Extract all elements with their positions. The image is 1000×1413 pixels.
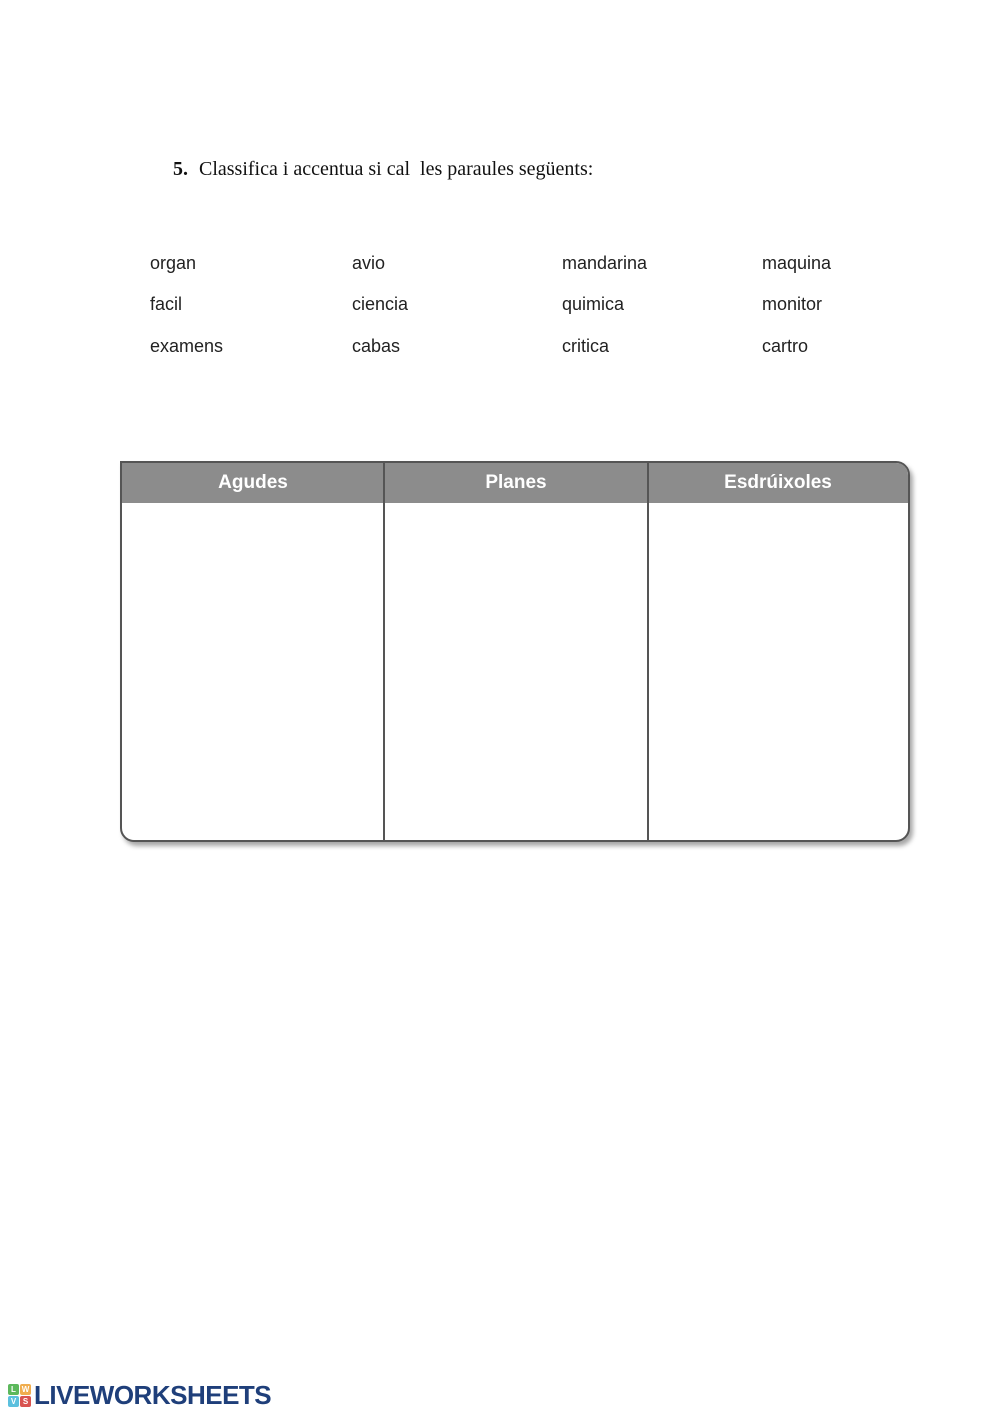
logo-tile: L xyxy=(8,1384,19,1395)
exercise-text: Classifica i accentua si cal les paraules següents: xyxy=(199,158,594,180)
word-item: avio xyxy=(352,253,386,273)
word-item: ciencia xyxy=(352,294,409,314)
word-item: cartro xyxy=(762,336,809,356)
header-esdruixoles: Esdrúixoles xyxy=(724,472,832,493)
word-item: facil xyxy=(150,294,183,314)
logo-tile: S xyxy=(20,1396,31,1407)
exercise-instruction xyxy=(173,158,593,181)
word-item: examens xyxy=(150,336,224,356)
word-item: critica xyxy=(562,336,610,356)
word-item: cabas xyxy=(352,336,401,356)
liveworksheets-logo xyxy=(8,1381,271,1409)
answer-cell-agudes[interactable] xyxy=(122,503,384,840)
logo-mark-icon xyxy=(8,1384,31,1407)
table-header xyxy=(122,463,908,503)
header-agudes: Agudes xyxy=(218,472,288,493)
word-item: quimica xyxy=(562,294,625,314)
header-planes: Planes xyxy=(485,472,547,493)
word-item: monitor xyxy=(762,294,823,314)
classification-table xyxy=(120,461,910,842)
exercise-number: 5. xyxy=(173,158,188,180)
word-item: mandarina xyxy=(562,253,648,273)
word-item: maquina xyxy=(762,253,832,273)
answer-cell-esdruixoles[interactable] xyxy=(650,503,908,840)
column-divider xyxy=(383,463,385,840)
logo-text: LIVEWORKSHEETS xyxy=(34,1379,272,1410)
logo-tile: W xyxy=(21,1384,30,1394)
answer-cell-planes[interactable] xyxy=(386,503,648,840)
logo-tile: V xyxy=(8,1396,19,1407)
word-item: organ xyxy=(150,253,197,273)
column-divider xyxy=(647,463,649,840)
